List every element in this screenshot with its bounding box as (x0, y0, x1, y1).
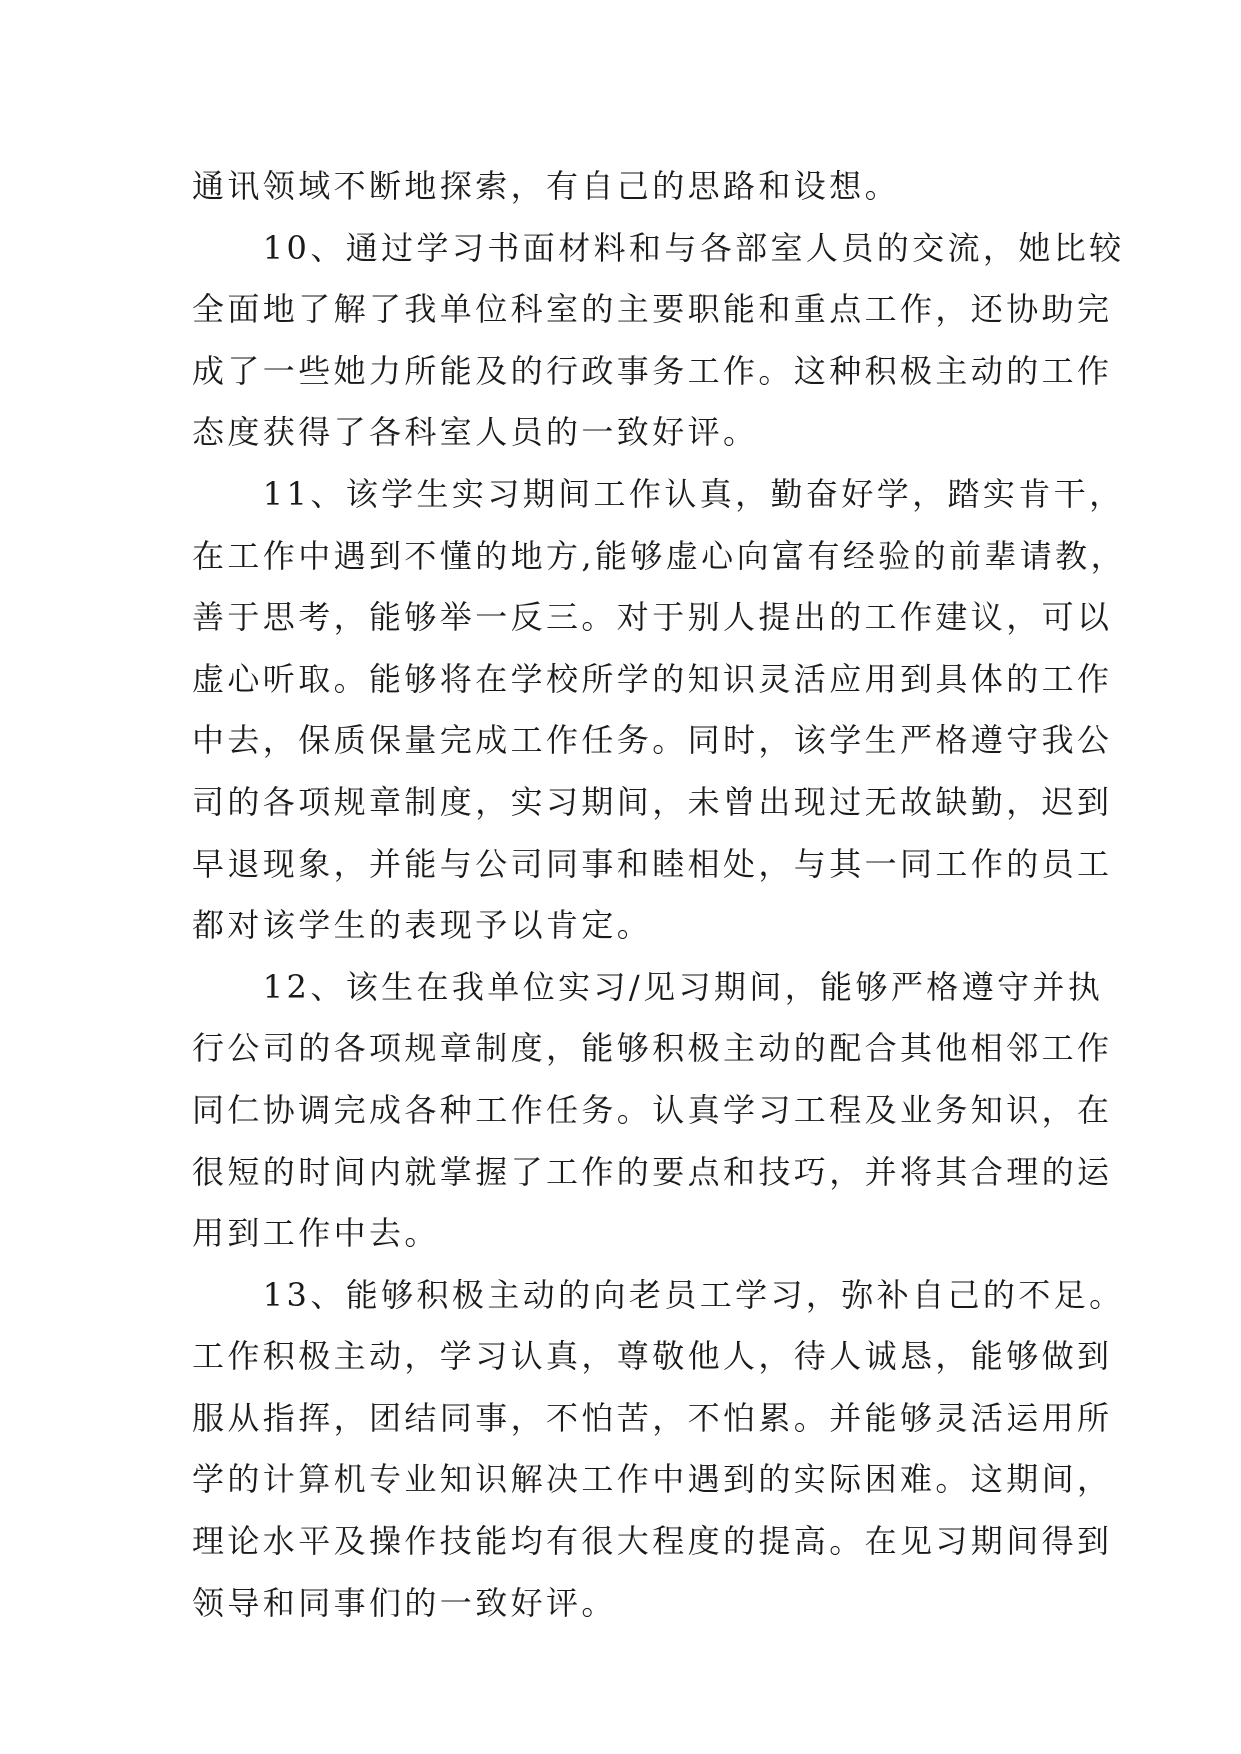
text-line: 通讯领域不断地探索，有自己的思路和设想。 (192, 167, 901, 205)
text-line: 用到工作中去。 (192, 1214, 440, 1253)
text-line: 中去，保质保量完成工作任务。同时，该学生严格遵守我公 (192, 721, 1113, 760)
text-line: 善于思考，能够举一反三。对于别人提出的工作建议，可以 (192, 598, 1113, 637)
text-line: 同仁协调完成各种工作任务。认真学习工程及业务知识，在 (192, 1090, 1113, 1129)
body-text (192, 156, 1126, 1634)
text-line: 工作积极主动，学习认真，尊敬他人，待人诚恳，能够做到 (192, 1337, 1113, 1376)
text-line: 态度获得了各科室人员的一致好评。 (192, 413, 759, 452)
text-line: 领导和同事们的一致好评。 (192, 1583, 617, 1622)
text-line: 虚心听取。能够将在学校所学的知识灵活应用到具体的工作 (192, 659, 1113, 698)
text-line: 很短的时间内就掌握了工作的要点和技巧，并将其合理的运 (192, 1152, 1113, 1191)
text-line: 学的计算机专业知识解决工作中遇到的实际困难。这期间， (192, 1460, 1113, 1499)
text-line: 12、该生在我单位实习/见习期间，能够严格遵守并执 (192, 967, 1104, 1006)
text-line: 11、该学生实习期间工作认真，勤奋好学，踏实肯干， (192, 474, 1125, 513)
text-line: 13、能够积极主动的向老员工学习，弥补自己的不足。 (192, 1275, 1125, 1314)
text-line: 行公司的各项规章制度，能够积极主动的配合其他相邻工作 (192, 1029, 1113, 1068)
text-line: 在工作中遇到不懂的地方,能够虚心向富有经验的前辈请教， (192, 536, 1126, 575)
text-line: 早退现象，并能与公司同事和睦相处，与其一同工作的员工 (192, 844, 1113, 883)
text-line: 司的各项规章制度，实习期间，未曾出现过无故缺勤，迟到 (192, 782, 1113, 821)
text-line: 理论水平及操作技能均有很大程度的提高。在见习期间得到 (192, 1522, 1113, 1561)
text-line: 服从指挥，团结同事，不怕苦，不怕累。并能够灵活运用所 (192, 1398, 1113, 1437)
text-line: 全面地了解了我单位科室的主要职能和重点工作，还协助完 (192, 290, 1113, 329)
text-line: 都对该学生的表现予以肯定。 (192, 906, 653, 945)
text-line: 成了一些她力所能及的行政事务工作。这种积极主动的工作 (192, 351, 1113, 390)
text-line: 10、通过学习书面材料和与各部室人员的交流，她比较 (192, 228, 1125, 267)
